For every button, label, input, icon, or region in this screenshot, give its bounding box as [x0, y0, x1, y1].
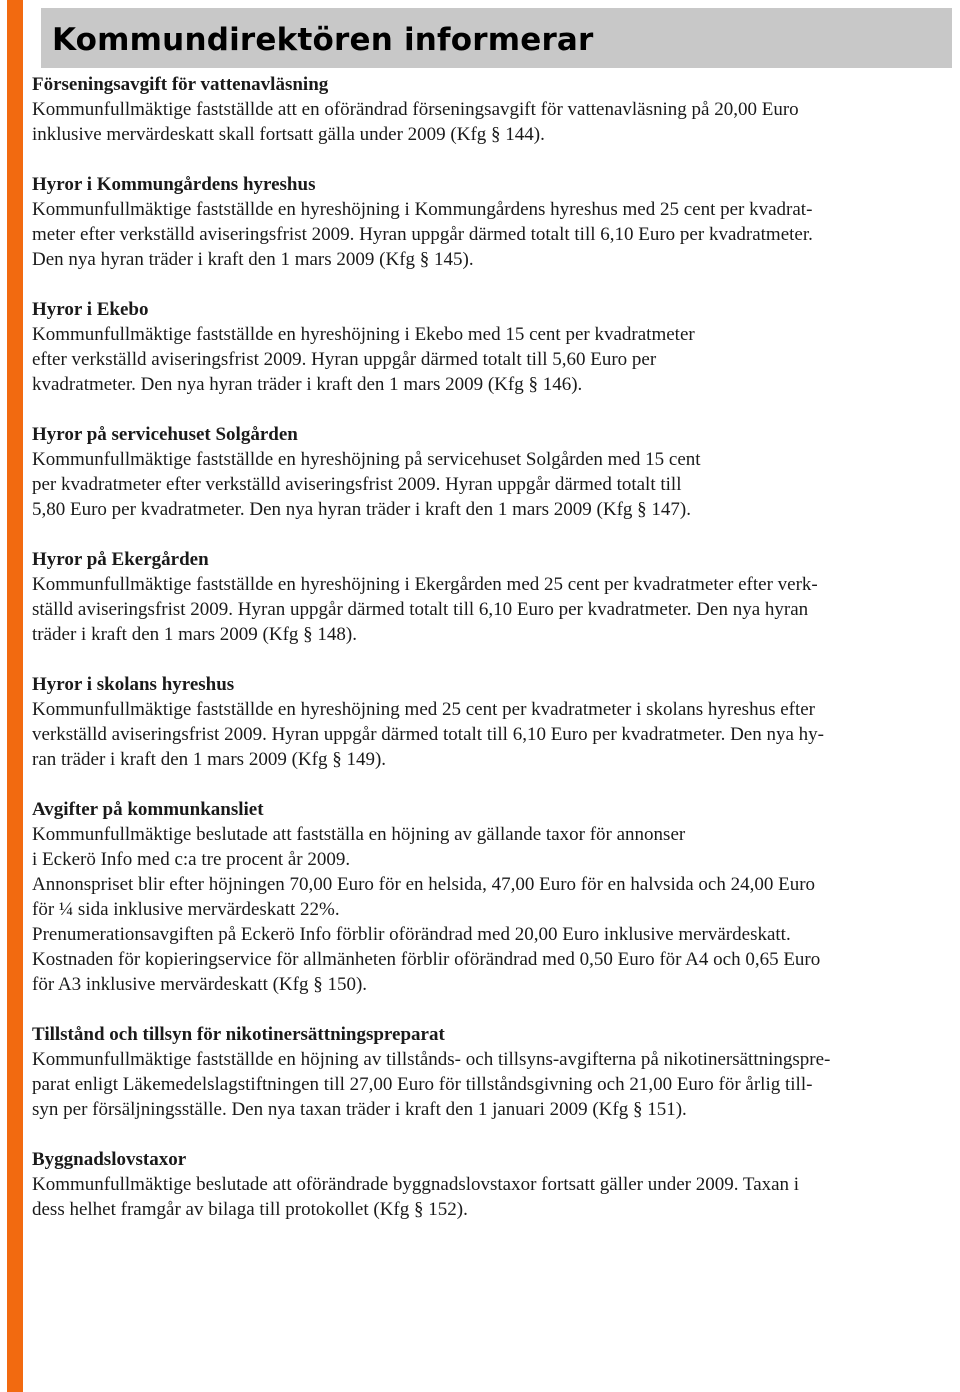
section-heading: Avgifter på kommunkansliet: [32, 799, 264, 820]
section-kommungarden: [32, 172, 944, 272]
section-heading: Tillstånd och tillsyn för nikotinersättningspreparat: [32, 1024, 445, 1045]
side-accent-bar: [7, 0, 23, 1392]
section-paragraph: Kommunfullmäktige fastställde en hyreshöjning med 25 cent per kvadratmeter i skolans hyreshus efter verkställd aviseringsfrist 2009. Hyran uppgår därmed totalt till 6,10 Euro per kvadratmeter. Den nya hy- ran träder i kraft den 1 mars 2009 (Kfg § 149).: [32, 699, 824, 770]
section-paragraph: Kostnaden för kopieringservice för allmänheten förblir oförändrad med 0,50 Euro för A4 och 0,65 Euro för A3 inklusive mervärdeskatt (Kfg § 150).: [32, 949, 821, 995]
section-paragraph: Kommunfullmäktige fastställde en höjning av tillstånds- och tillsyns-avgifterna på nikotinersättningspre- parat enligt Läkemedelslagstiftningen till 27,00 Euro för tillståndsgivning och 21,00 Euro för årlig till- syn per försäljningsställe. Den nya taxan träder i kraft den 1 januari 2009 (Kfg § 151).: [32, 1049, 831, 1120]
section-byggnadslovstaxor: [32, 1147, 944, 1222]
section-ekebo: [32, 297, 944, 397]
section-skolans-hyreshus: [32, 672, 944, 772]
page-title: Kommundirektören informerar: [52, 22, 594, 58]
section-heading: Hyror på Ekergården: [32, 549, 209, 570]
section-ekergarden: [32, 547, 944, 647]
section-paragraph: Kommunfullmäktige fastställde en hyreshöjning på servicehuset Solgården med 15 cent per kvadratmeter efter verkställd aviseringsfrist 2009. Hyran uppgår därmed totalt till 5,80 Euro per kvadratmeter. Den nya hyran träder i kraft den 1 mars 2009 (Kfg § 147).: [32, 449, 701, 520]
section-heading: Förseningsavgift för vattenavläsning: [32, 74, 329, 95]
section-solgarden: [32, 422, 944, 522]
section-paragraph: Kommunfullmäktige fastställde att en oförändrad förseningsavgift för vattenavläsning på 20,00 Euro inklusive mervärdeskatt skall fortsatt gälla under 2009 (Kfg § 144).: [32, 99, 799, 145]
section-heading: Byggnadslovstaxor: [32, 1149, 187, 1170]
section-paragraph: Kommunfullmäktige fastställde en hyreshöjning i Ekebo med 15 cent per kvadratmeter efter verkställd aviseringsfrist 2009. Hyran uppgår därmed totalt till 5,60 Euro per kvadratmeter. Den nya hyran träder i kraft den 1 mars 2009 (Kfg § 146).: [32, 324, 695, 395]
section-kommunkansliet: [32, 797, 944, 997]
article-body: [32, 72, 944, 1247]
section-heading: Hyror i Ekebo: [32, 299, 149, 320]
section-heading: Hyror i skolans hyreshus: [32, 674, 235, 695]
section-heading: Hyror på servicehuset Solgården: [32, 424, 298, 445]
section-paragraph: Prenumerationsavgiften på Eckerö Info förblir oförändrad med 20,00 Euro inklusive mervärdeskatt.: [32, 924, 791, 945]
section-paragraph: Den nya hyran träder i kraft den 1 mars 2009 (Kfg § 145).: [32, 249, 474, 270]
section-heading: Hyror i Kommungårdens hyreshus: [32, 174, 316, 195]
section-paragraph: Kommunfullmäktige fastställde en hyreshöjning i Ekergården med 25 cent per kvadratmeter efter verk- ställd aviseringsfrist 2009. Hyran uppgår därmed totalt till 6,10 Euro per kvadratmeter. Den nya hyran träder i kraft den 1 mars 2009 (Kfg § 148).: [32, 574, 818, 645]
section-paragraph: Kommunfullmäktige beslutade att fastställa en höjning av gällande taxor för annonser i Eckerö Info med c:a tre procent år 2009. Annonspriset blir efter höjningen 70,00 Euro för en helsida, 47,00 Euro för en halvsida och 24,00 Euro för ¼ sida inklusive mervärdeskatt 22%.: [32, 824, 816, 920]
section-nikotinersattning: [32, 1022, 944, 1122]
section-paragraph: Kommunfullmäktige beslutade att oförändrade byggnadslovstaxor fortsatt gäller under 2009. Taxan i dess helhet framgår av bilaga till protokollet (Kfg § 152).: [32, 1174, 800, 1220]
section-paragraph: Kommunfullmäktige fastställde en hyreshöjning i Kommungårdens hyreshus med 25 cent per kvadrat- meter efter verkställd aviseringsfrist 2009. Hyran uppgår därmed totalt till 6,10 Euro per kvadratmeter.: [32, 199, 813, 245]
section-forseningsavgift: [32, 72, 944, 147]
